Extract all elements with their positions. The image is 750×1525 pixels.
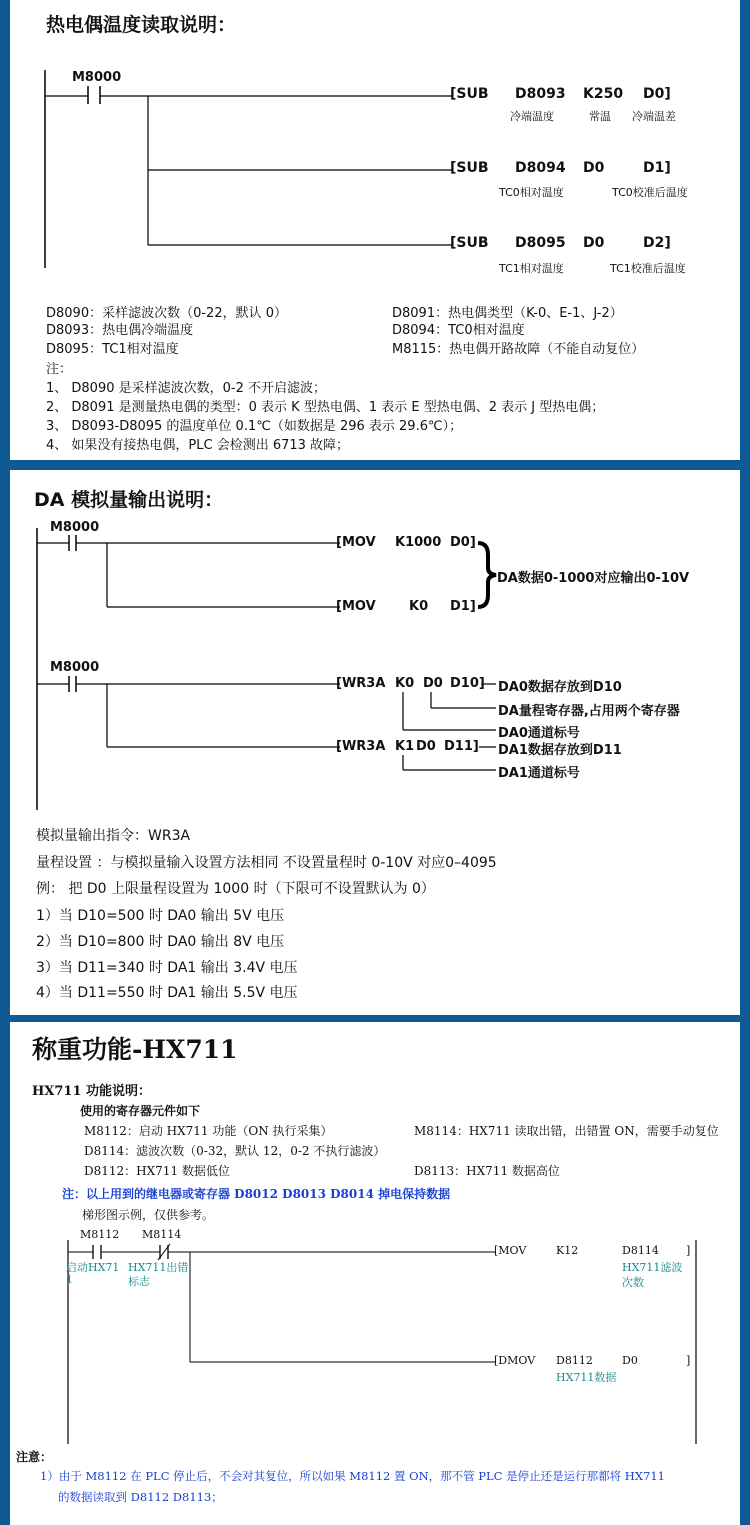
attention-text: 1）由于 M8112 在 PLC 停止后，不会对其复位，所以如果 M8112 置 ON，那不管 PLC 是停止还是运行那都将 HX711 xyxy=(40,1469,665,1483)
operand-label: TC0相对温度 xyxy=(499,186,564,199)
contact-m8000: M8000 xyxy=(50,660,100,675)
annotation: DA1通道标号 xyxy=(498,766,580,781)
page-title: 热电偶温度读取说明： xyxy=(46,14,237,36)
annotation: DA0通道标号 xyxy=(498,726,580,741)
thermocouple-panel xyxy=(10,0,740,460)
register-desc: D8095：TC1相对温度 xyxy=(46,342,179,357)
brace-label: DA数据0-1000对应输出0-10V xyxy=(497,571,690,586)
operand-label: 常温 xyxy=(589,110,611,123)
operand: K250 xyxy=(583,86,624,102)
operand-comment: 次数 xyxy=(622,1276,644,1289)
rung-instruction: [MOV xyxy=(336,599,376,614)
operand-comment: HX711数据 xyxy=(556,1371,617,1384)
note-item: 3、 D8093-D8095 的温度单位 0.1℃（如数据是 296 表示 29.6℃）； xyxy=(46,419,463,434)
note-label: 注： xyxy=(46,362,73,377)
operand: D8094 xyxy=(515,160,566,176)
operand: D8112 xyxy=(556,1354,593,1367)
text-line: 1）当 D10=500 时 DA0 输出 5V 电压 xyxy=(36,908,285,924)
operand: K12 xyxy=(556,1244,579,1257)
text-line: 量程设置 ：与模拟量输入设置方法相同 不设置量程时 0-10V 对应0–4095 xyxy=(36,855,497,871)
operand: D8093 xyxy=(515,86,566,102)
register-desc: M8112：启动 HX711 功能（ON 执行采集） xyxy=(84,1124,333,1138)
da-output-panel xyxy=(10,470,740,1015)
contact-comment: HX711出错 xyxy=(128,1261,189,1274)
text-line: 3）当 D11=340 时 DA1 输出 3.4V 电压 xyxy=(36,960,298,976)
rung-instruction: [DMOV xyxy=(494,1354,536,1367)
contact-comment: 标志 xyxy=(128,1275,150,1288)
register-desc: D8112：HX711 数据低位 xyxy=(84,1164,230,1178)
text-line: 例： 把 D0 上限量程设置为 1000 时（下限可不设置默认为 0） xyxy=(36,881,435,897)
operand: D0 xyxy=(622,1354,638,1367)
subtitle: HX711 功能说明： xyxy=(32,1084,152,1099)
note-item: 1、 D8090 是采样滤波次数，0-2 不开启滤波； xyxy=(46,381,326,396)
register-desc: M8115：热电偶开路故障（不能自动复位） xyxy=(392,342,645,357)
annotation: DA量程寄存器,占用两个寄存器 xyxy=(498,704,680,719)
rung-instruction: [SUB xyxy=(450,86,489,102)
annotation: DA1数据存放到D11 xyxy=(498,743,622,758)
retention-note: 注：以上用到的继电器或寄存器 D8012 D8013 D8014 掉电保持数据 xyxy=(62,1187,451,1201)
operand: D10] xyxy=(450,676,485,691)
note-item: 2、 D8091 是测量热电偶的类型：0 表示 K 型热电偶、1 表示 E 型热电偶、2 表示 J 型热电偶； xyxy=(46,400,605,415)
ladder-note: 梯形图示例，仅供参考。 xyxy=(82,1208,215,1222)
operand-label: TC1相对温度 xyxy=(499,262,564,275)
hx711-ladder-diagram xyxy=(10,1022,740,1452)
text-line: 4）当 D11=550 时 DA1 输出 5.5V 电压 xyxy=(36,985,298,1001)
text-line: 2）当 D10=800 时 DA0 输出 8V 电压 xyxy=(36,934,285,950)
bracket-close: ] xyxy=(686,1354,691,1367)
register-desc: D8113：HX711 数据高位 xyxy=(414,1164,560,1178)
rung-instruction: [SUB xyxy=(450,160,489,176)
operand: D11] xyxy=(444,739,479,754)
contact-m8114: M8114 xyxy=(142,1228,182,1241)
operand-label: 冷端温差 xyxy=(632,110,676,123)
register-desc: D8094：TC0相对温度 xyxy=(392,323,525,338)
operand-comment: HX711滤波 xyxy=(622,1261,683,1274)
operand-label: TC1校准后温度 xyxy=(610,262,686,275)
da-ladder-diagram xyxy=(10,470,740,820)
operand: D0] xyxy=(643,86,671,102)
annotation: DA0数据存放到D10 xyxy=(498,680,622,695)
section-title: DA 模拟量输出说明： xyxy=(34,489,224,511)
register-desc: D8090：采样滤波次数（0-22，默认 0） xyxy=(46,306,288,321)
operand: D0 xyxy=(416,739,436,754)
contact-m8000: M8000 xyxy=(72,70,122,85)
operand-label: TC0校准后温度 xyxy=(612,186,688,199)
contact-comment: 启动HX71 xyxy=(66,1261,120,1274)
section-title: 称重功能-HX711 xyxy=(32,1035,238,1064)
operand: D0 xyxy=(583,235,605,251)
operand: K0 xyxy=(409,599,429,614)
operand: D0 xyxy=(423,676,443,691)
attention-label: 注意： xyxy=(16,1450,53,1464)
hx711-panel xyxy=(10,1022,740,1525)
operand: D0] xyxy=(450,535,476,550)
operand: D1] xyxy=(643,160,671,176)
register-desc: D8093：热电偶冷端温度 xyxy=(46,323,194,338)
attention-text: 的数据读取到 D8112 D8113； xyxy=(58,1490,223,1504)
thermocouple-ladder-diagram xyxy=(10,0,740,300)
contact-comment: 1 xyxy=(66,1273,73,1286)
rung-instruction: [SUB xyxy=(450,235,489,251)
operand: K1 xyxy=(395,739,415,754)
contact-m8112: M8112 xyxy=(80,1228,120,1241)
register-heading: 使用的寄存器元件如下 xyxy=(80,1104,201,1118)
operand: D1] xyxy=(450,599,476,614)
operand: D2] xyxy=(643,235,671,251)
operand-label: 冷端温度 xyxy=(510,110,554,123)
operand: D0 xyxy=(583,160,605,176)
contact-m8000: M8000 xyxy=(50,520,100,535)
bracket-close: ] xyxy=(686,1244,691,1257)
operand: D8095 xyxy=(515,235,566,251)
operand: K1000 xyxy=(395,535,442,550)
rung-instruction: [WR3A xyxy=(336,676,386,691)
register-desc: D8114：滤波次数（0-32，默认 12，0-2 不执行滤波） xyxy=(84,1144,386,1158)
rung-instruction: [MOV xyxy=(494,1244,527,1257)
rung-instruction: [MOV xyxy=(336,535,376,550)
rung-instruction: [WR3A xyxy=(336,739,386,754)
register-desc: D8091：热电偶类型（K-0、E-1、J-2） xyxy=(392,306,623,321)
operand: K0 xyxy=(395,676,415,691)
operand: D8114 xyxy=(622,1244,659,1257)
register-desc: M8114：HX711 读取出错，出错置 ON，需要手动复位 xyxy=(414,1124,719,1138)
text-line: 模拟量输出指令：WR3A xyxy=(36,828,191,844)
note-item: 4、 如果没有接热电偶，PLC 会检测出 6713 故障； xyxy=(46,438,350,453)
